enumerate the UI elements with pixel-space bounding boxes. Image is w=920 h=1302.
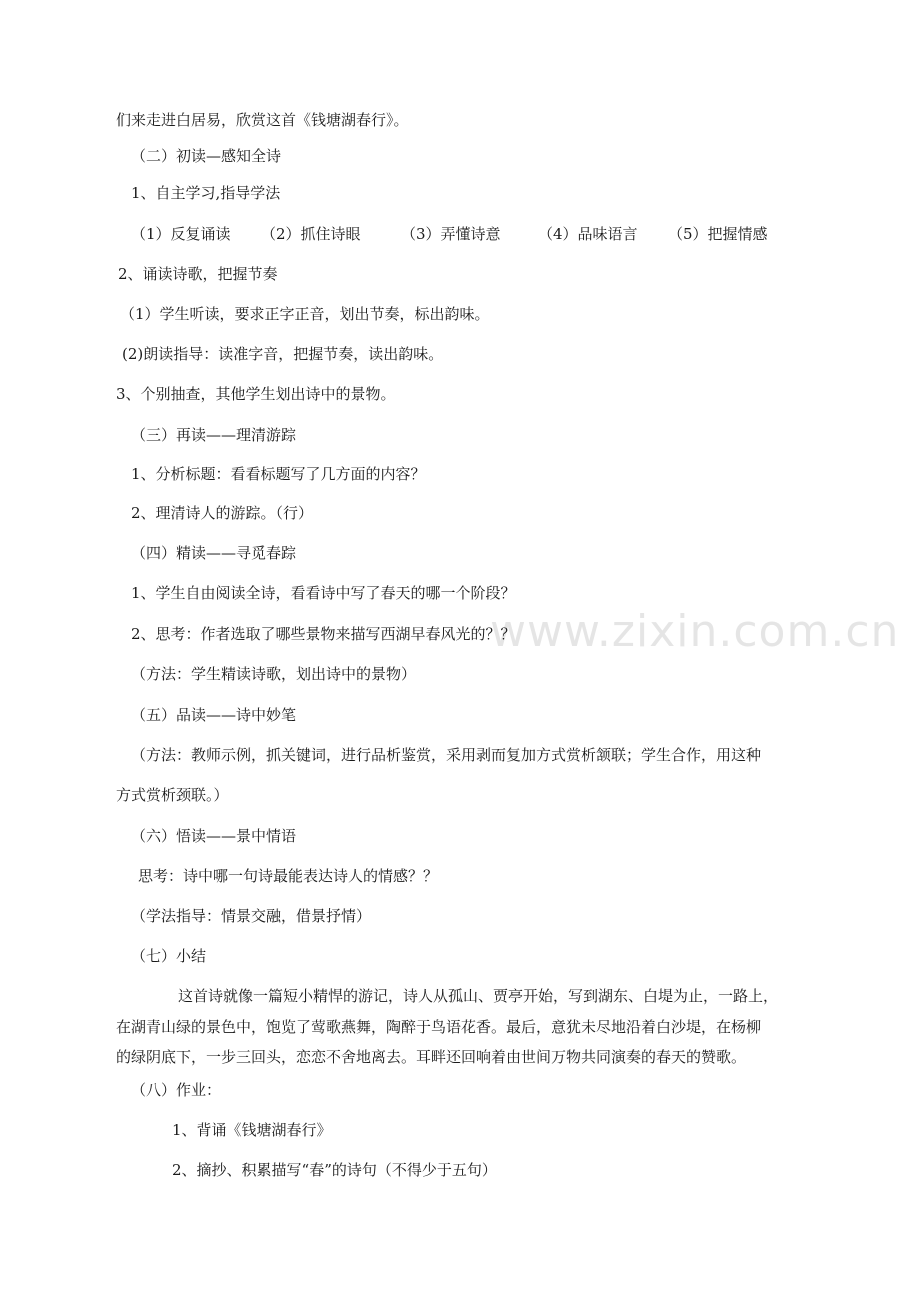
text-line: （学法指导：情景交融，借景抒情） — [131, 907, 372, 925]
text-line: （方法：教师示例，抓关键词，进行品析鉴赏，采用剥而复加方式赏析颔联；学生合作，用这种 — [131, 746, 762, 764]
text-line: 1、分析标题：看看标题写了几方面的内容？ — [131, 465, 426, 483]
watermark: www.zixin.com.cn — [490, 606, 900, 657]
text-line: 1、自主学习,指导学法 — [131, 184, 281, 202]
method-item: （5）把握情感 — [668, 225, 768, 243]
text-line: 1、背诵《钱塘湖春行》 — [172, 1121, 332, 1139]
section-heading: （八）作业： — [131, 1081, 222, 1099]
method-item: （2）抓住诗眼 — [261, 225, 361, 243]
section-heading: （三）再读——理清游踪 — [131, 426, 297, 444]
method-item: （3）弄懂诗意 — [401, 225, 501, 243]
text-line: 2、思考：作者选取了哪些景物来描写西湖早春风光的？？ — [131, 625, 516, 643]
text-line: 方式赏析颈联。） — [116, 786, 229, 804]
text-line: （1）学生听读，要求正字正音，划出节奏，标出韵味。 — [120, 305, 490, 323]
method-item: （4）品味语言 — [538, 225, 638, 243]
section-heading: （四）精读——寻觅春踪 — [131, 544, 297, 562]
section-heading: （七）小结 — [131, 947, 207, 965]
text-line: 2、诵读诗歌，把握节奏 — [118, 265, 278, 283]
text-line: 2、理清诗人的游踪。（行） — [131, 504, 314, 522]
text-line: 这首诗就像一篇短小精悍的游记，诗人从孤山、贾亭开始，写到湖东、白堤为止，一路上， — [178, 987, 779, 1005]
text-line: 在湖青山绿的景色中，饱览了莺歌燕舞，陶醉于鸟语花香。最后，意犹未尽地沿着白沙堤，在杨柳 — [116, 1018, 762, 1036]
section-heading: （六）悟读——景中情语 — [131, 827, 297, 845]
text-line: (2)朗读指导：读准字音，把握节奏，读出韵味。 — [122, 345, 444, 363]
section-heading: （二）初读—感知全诗 — [131, 147, 282, 165]
text-line: 2、摘抄、积累描写“春”的诗句（不得少于五句） — [172, 1161, 497, 1179]
method-item: （1）反复诵读 — [131, 225, 231, 243]
text-line: （方法：学生精读诗歌，划出诗中的景物） — [131, 665, 417, 683]
text-line: 3、个别抽查，其他学生划出诗中的景物。 — [116, 385, 396, 403]
text-line: 1、学生自由阅读全诗，看看诗中写了春天的哪一个阶段？ — [131, 584, 516, 602]
text-line: 的绿阴底下，一步三回头，恋恋不舍地离去。耳畔还回响着由世间万物共同演奏的春天的赞歌。 — [116, 1048, 747, 1066]
text-line: 们来走进白居易，欣赏这首《钱塘湖春行》。 — [116, 111, 409, 129]
text-line: 思考：诗中哪一句诗最能表达诗人的情感？？ — [138, 867, 439, 885]
section-heading: （五）品读——诗中妙笔 — [131, 706, 297, 724]
